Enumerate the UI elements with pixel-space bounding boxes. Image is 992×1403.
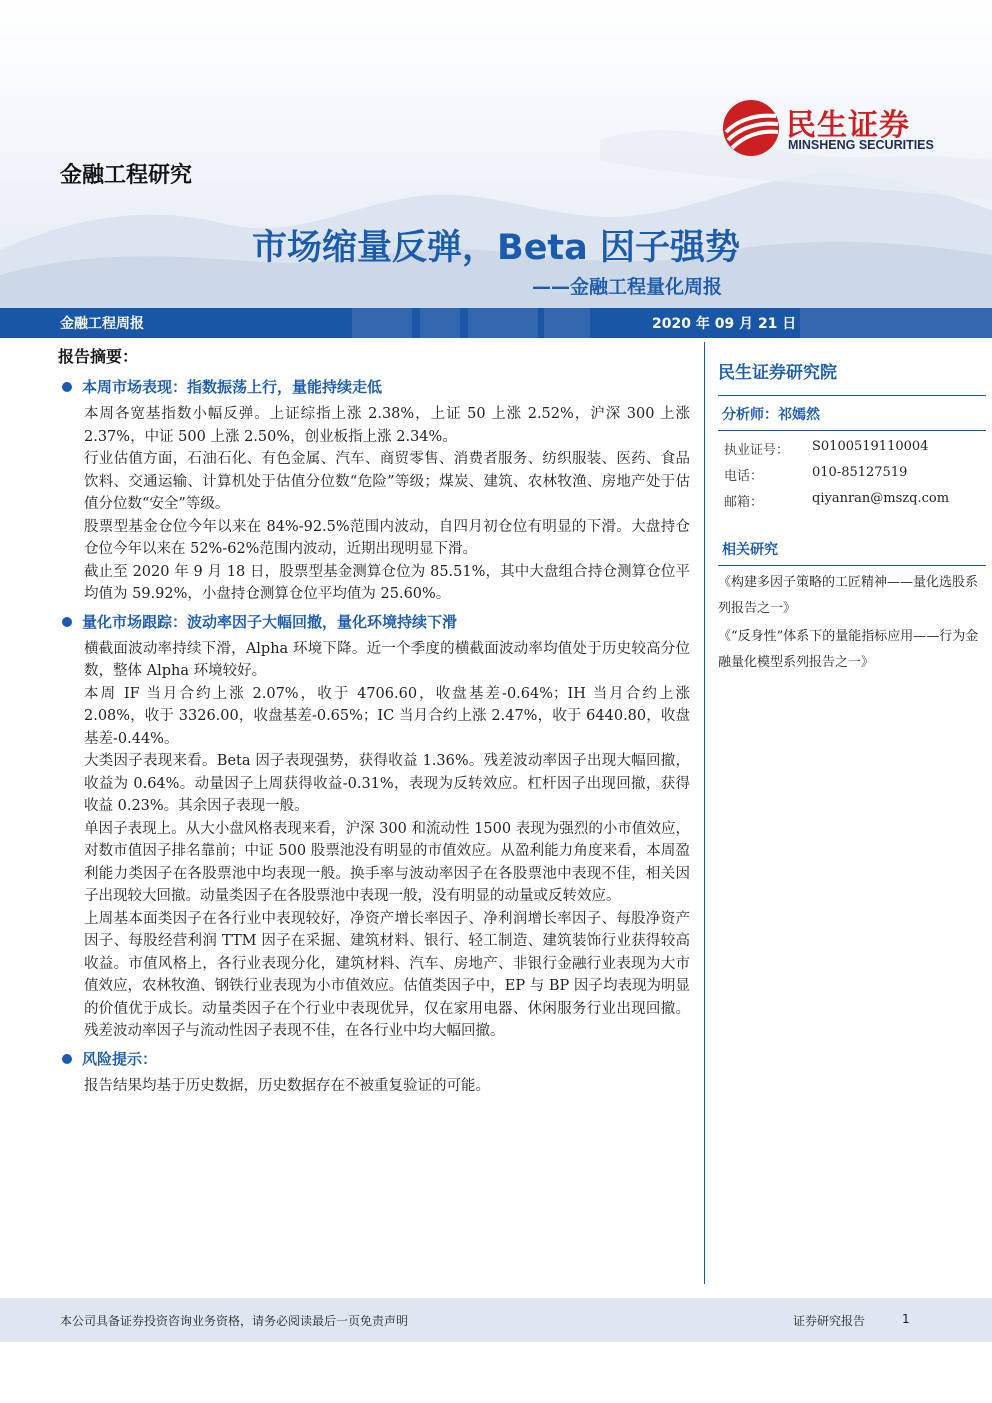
contact-row xyxy=(718,461,986,487)
section-title-text: 本周市场表现：指数振荡上行，量能持续走低 xyxy=(82,378,383,396)
paragraph: 上周基本面类因子在各行业中表现较好，净资产增长率因子、净利润增长率因子、每股净资产因子、每股经营利润 TTM 因子在采掘、建筑材料、银行、轻工制造、建筑装饰行业获得较高收益。市值风格上，各行业表现分化，建筑材料、汽车、房地产、非银行金融行业表现为大市值效应，农林牧渔、钢铁行业表现为小市值效应。估值类因子中，EP 与 BP 因子均表现为明显的价值优于成长。动量类因子在个行业中表现优异，仅在家用电器、休闲服务行业出现回撤。残差波动率因子与流动性因子表现不佳，在各行业中均大幅回撤。 xyxy=(84,910,690,1039)
section-title xyxy=(58,1049,690,1069)
logo-english-text: MINSHENG SECURITIES xyxy=(788,138,934,152)
report-date: 2020 年 09 月 21 日 xyxy=(652,316,797,332)
paragraph: 横截面波动率持续下滑，Alpha 环境下降。近一个季度的横截面波动率均值处于历史较高分位数，整体 Alpha 环境较好。 xyxy=(84,640,690,679)
email-link[interactable]: qiyanran@mszq.com xyxy=(812,491,950,506)
related-research-item[interactable]: 《构建多因子策略的工匠精神——量化选股系列报告之一》 xyxy=(718,575,979,616)
report-subtitle: ——金融工程量化周报 xyxy=(532,276,723,298)
contact-key: 邮箱： xyxy=(724,495,764,510)
bar-decoration xyxy=(420,308,460,338)
analyst-name: 分析师：祁嫣然 xyxy=(722,407,820,423)
section-title xyxy=(58,612,690,632)
bar-decoration xyxy=(352,308,412,338)
footer-disclaimer: 本公司具备证券投资咨询业务资格，请务必阅读最后一页免责声明 xyxy=(60,1314,409,1328)
sidebar xyxy=(718,352,986,678)
paragraph: 本周各宽基指数小幅反弹。上证综指上涨 2.38%，上证 50 上涨 2.52%，沪深 300 上涨 2.37%，中证 500 上涨 2.50%，创业板指上涨 2.34%。 xyxy=(84,406,690,445)
bullet-icon xyxy=(62,1054,72,1064)
divider xyxy=(718,565,986,566)
paragraph: 单因子表现上。从大小盘风格表现来看，沪深 300 和流动性 1500 表现为强烈的小市值效应，对数市值因子排名靠前；中证 500 股票池没有明显的市值效应。从盈利能力角度来看，本周盈利能力类因子在各股票池中均表现一般。换手率与波动率因子在各股票池中表现不佳，相关因子出现较大回撤。动量类因子在各股票池中表现一般，没有明显的动量或反转效应。 xyxy=(84,820,690,904)
section-title xyxy=(58,377,690,397)
paragraph: 本周 IF 当月合约上涨 2.07%，收于 4706.60，收盘基差-0.64%；IH 当月合约上涨 2.08%，收于 3326.00，收盘基差-0.65%；IC 当月合约上涨 2.47%，收于 6440.80，收盘基差-0.44%。 xyxy=(84,685,690,747)
report-category: 金融工程研究 xyxy=(60,163,193,188)
related-research-item[interactable]: 《“反身性”体系下的量能指标应用——行为金融量化模型系列报告之一》 xyxy=(718,629,979,670)
contact-row xyxy=(718,435,986,461)
bar-decoration xyxy=(800,308,992,338)
section-title-text: 量化市场跟踪：波动率因子大幅回撤，量化环境持续下滑 xyxy=(82,612,458,631)
related-research-heading: 相关研究 xyxy=(722,542,778,558)
paragraph: 截止至 2020 年 9 月 18 日，股票型基金测算仓位为 85.51%，其中大盘组合持仓测算仓位平均值为 59.92%，小盘持仓测算仓位平均值为 25.60%。 xyxy=(84,563,690,602)
bullet-icon xyxy=(62,382,72,392)
divider xyxy=(718,430,986,431)
paragraph: 行业估值方面，石油石化、有色金属、汽车、商贸零售、消费者服务、纺织服装、医药、食品饮料、交通运输、计算机处于估值分位数“危险”等级；煤炭、建筑、农林牧渔、房地产处于估值分位数“安全”等级。 xyxy=(84,451,690,512)
contact-key: 电话： xyxy=(724,469,764,484)
section-title-text: 风险提示： xyxy=(82,1049,158,1068)
page-number: 1 xyxy=(902,1312,910,1326)
contact-value: 010-85127519 xyxy=(812,465,908,480)
footer-doc-type: 证券研究报告 xyxy=(793,1314,866,1328)
summary-content xyxy=(58,344,690,1097)
summary-heading: 报告摘要： xyxy=(58,347,139,366)
paragraph: 股票型基金仓位今年以来在 84%-92.5%范围内波动，自四月初仓位有明显的下滑。大盘持仓仓位今年以来在 52%-62%范围内波动，近期出现明显下滑。 xyxy=(84,518,690,557)
bar-decoration xyxy=(544,308,590,338)
report-info-bar xyxy=(0,308,992,338)
contact-key: 执业证号： xyxy=(724,443,790,458)
institute-name: 民生证券研究院 xyxy=(718,363,837,383)
report-title: 市场缩量反弹，Beta 因子强势 xyxy=(252,228,740,268)
paragraph: 报告结果均基于历史数据，历史数据存在不被重复验证的可能。 xyxy=(84,1077,490,1094)
report-type: 金融工程周报 xyxy=(60,316,144,332)
column-divider xyxy=(704,342,705,1284)
contact-row xyxy=(718,487,986,513)
logo-emblem-icon xyxy=(720,98,782,158)
paragraph: 大类因子表现来看。Beta 因子表现强势，获得收益 1.36%。残差波动率因子出现大幅回撤，收益为 0.64%。动量因子上周获得收益-0.31%，表现为反转效应。杠杆因子出现回撤，获得收益 0.23%。其余因子表现一般。 xyxy=(84,753,690,814)
company-logo xyxy=(720,98,960,158)
contact-value: S0100519110004 xyxy=(812,439,929,454)
page-footer xyxy=(0,1298,992,1342)
bullet-icon xyxy=(62,617,72,627)
logo-chinese-text: 民生证券 xyxy=(786,108,910,143)
divider xyxy=(718,395,986,396)
bar-decoration xyxy=(468,308,538,338)
